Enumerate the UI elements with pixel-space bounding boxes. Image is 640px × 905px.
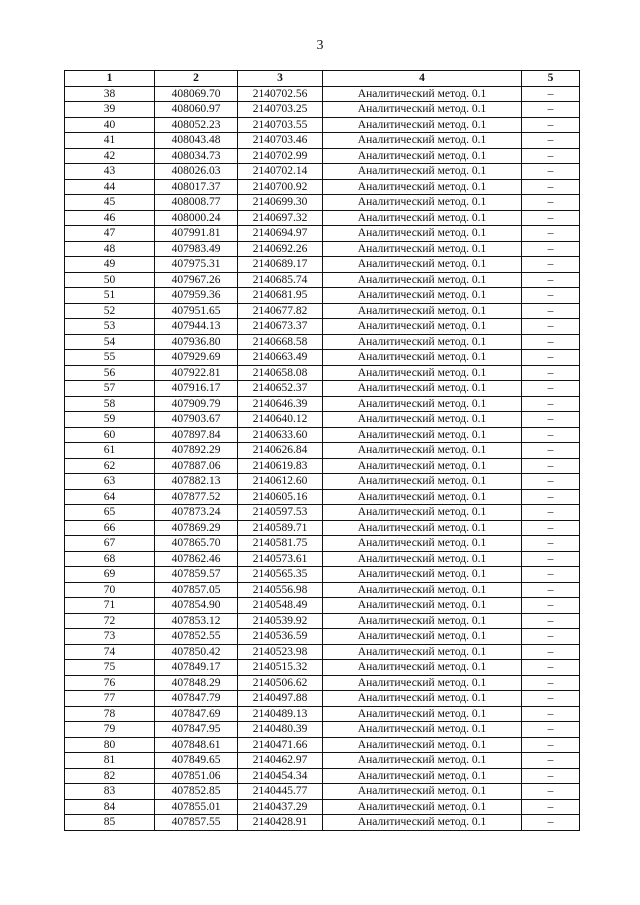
y-coordinate-cell: 2140556.98 (238, 582, 323, 598)
y-coordinate-cell: 2140489.13 (238, 706, 323, 722)
method-cell: Аналитический метод. 0.1 (323, 474, 522, 490)
y-coordinate-cell: 2140506.62 (238, 675, 323, 691)
table-row (65, 102, 580, 118)
method-cell: Аналитический метод. 0.1 (323, 148, 522, 164)
note-cell: – (522, 427, 580, 443)
y-coordinate-cell: 2140523.98 (238, 644, 323, 660)
method-cell: Аналитический метод. 0.1 (323, 567, 522, 583)
y-coordinate-cell: 2140681.95 (238, 288, 323, 304)
note-cell: – (522, 334, 580, 350)
x-coordinate-cell: 407855.01 (155, 799, 238, 815)
y-coordinate-cell: 2140646.39 (238, 396, 323, 412)
x-coordinate-cell: 407944.13 (155, 319, 238, 335)
note-cell: – (522, 551, 580, 567)
y-coordinate-cell: 2140702.14 (238, 164, 323, 180)
point-number-cell: 49 (65, 257, 155, 273)
table-row (65, 179, 580, 195)
y-coordinate-cell: 2140497.88 (238, 691, 323, 707)
y-coordinate-cell: 2140685.74 (238, 272, 323, 288)
note-cell: – (522, 443, 580, 459)
note-cell: – (522, 784, 580, 800)
x-coordinate-cell: 408043.48 (155, 133, 238, 149)
point-number-cell: 57 (65, 381, 155, 397)
x-coordinate-cell: 407936.80 (155, 334, 238, 350)
point-number-cell: 55 (65, 350, 155, 366)
table-row (65, 567, 580, 583)
note-cell: – (522, 691, 580, 707)
table-row (65, 551, 580, 567)
note-cell: – (522, 102, 580, 118)
table-row (65, 737, 580, 753)
x-coordinate-cell: 407975.31 (155, 257, 238, 273)
point-number-cell: 51 (65, 288, 155, 304)
table-row (65, 505, 580, 521)
point-number-cell: 74 (65, 644, 155, 660)
table-row (65, 396, 580, 412)
table-row (65, 148, 580, 164)
method-cell: Аналитический метод. 0.1 (323, 179, 522, 195)
method-cell: Аналитический метод. 0.1 (323, 675, 522, 691)
method-cell: Аналитический метод. 0.1 (323, 133, 522, 149)
note-cell: – (522, 381, 580, 397)
x-coordinate-cell: 408026.03 (155, 164, 238, 180)
method-cell: Аналитический метод. 0.1 (323, 412, 522, 428)
note-cell: – (522, 768, 580, 784)
note-cell: – (522, 799, 580, 815)
table-row (65, 427, 580, 443)
point-number-cell: 83 (65, 784, 155, 800)
note-cell: – (522, 210, 580, 226)
x-coordinate-cell: 407852.85 (155, 784, 238, 800)
point-number-cell: 80 (65, 737, 155, 753)
method-cell: Аналитический метод. 0.1 (323, 644, 522, 660)
point-number-cell: 58 (65, 396, 155, 412)
table-row (65, 133, 580, 149)
table-row (65, 691, 580, 707)
y-coordinate-cell: 2140619.83 (238, 458, 323, 474)
method-cell: Аналитический метод. 0.1 (323, 303, 522, 319)
x-coordinate-cell: 407903.67 (155, 412, 238, 428)
table-row (65, 598, 580, 614)
note-cell: – (522, 567, 580, 583)
point-number-cell: 84 (65, 799, 155, 815)
method-cell: Аналитический метод. 0.1 (323, 427, 522, 443)
table-row (65, 815, 580, 831)
x-coordinate-cell: 407851.06 (155, 768, 238, 784)
method-cell: Аналитический метод. 0.1 (323, 598, 522, 614)
x-coordinate-cell: 408060.97 (155, 102, 238, 118)
method-cell: Аналитический метод. 0.1 (323, 753, 522, 769)
point-number-cell: 52 (65, 303, 155, 319)
column-header-2: 2 (155, 71, 238, 87)
y-coordinate-cell: 2140689.17 (238, 257, 323, 273)
x-coordinate-cell: 407887.06 (155, 458, 238, 474)
y-coordinate-cell: 2140565.35 (238, 567, 323, 583)
note-cell: – (522, 350, 580, 366)
method-cell: Аналитический метод. 0.1 (323, 613, 522, 629)
table-row (65, 799, 580, 815)
y-coordinate-cell: 2140702.99 (238, 148, 323, 164)
note-cell: – (522, 520, 580, 536)
point-number-cell: 64 (65, 489, 155, 505)
table-row (65, 334, 580, 350)
table-row (65, 365, 580, 381)
x-coordinate-cell: 407869.29 (155, 520, 238, 536)
x-coordinate-cell: 407877.52 (155, 489, 238, 505)
point-number-cell: 76 (65, 675, 155, 691)
x-coordinate-cell: 407857.55 (155, 815, 238, 831)
note-cell: – (522, 660, 580, 676)
point-number-cell: 47 (65, 226, 155, 242)
x-coordinate-cell: 408069.70 (155, 86, 238, 102)
method-cell: Аналитический метод. 0.1 (323, 629, 522, 645)
table-row (65, 784, 580, 800)
x-coordinate-cell: 407951.65 (155, 303, 238, 319)
table-row (65, 210, 580, 226)
y-coordinate-cell: 2140536.59 (238, 629, 323, 645)
x-coordinate-cell: 407853.12 (155, 613, 238, 629)
point-number-cell: 69 (65, 567, 155, 583)
note-cell: – (522, 675, 580, 691)
x-coordinate-cell: 407916.17 (155, 381, 238, 397)
point-number-cell: 39 (65, 102, 155, 118)
note-cell: – (522, 412, 580, 428)
note-cell: – (522, 582, 580, 598)
point-number-cell: 60 (65, 427, 155, 443)
table-row (65, 520, 580, 536)
y-coordinate-cell: 2140597.53 (238, 505, 323, 521)
point-number-cell: 66 (65, 520, 155, 536)
x-coordinate-cell: 407848.61 (155, 737, 238, 753)
method-cell: Аналитический метод. 0.1 (323, 660, 522, 676)
note-cell: – (522, 613, 580, 629)
table-row (65, 381, 580, 397)
coordinates-table (64, 70, 580, 831)
table-row (65, 319, 580, 335)
note-cell: – (522, 257, 580, 273)
x-coordinate-cell: 407859.57 (155, 567, 238, 583)
method-cell: Аналитический метод. 0.1 (323, 536, 522, 552)
point-number-cell: 72 (65, 613, 155, 629)
method-cell: Аналитический метод. 0.1 (323, 815, 522, 831)
y-coordinate-cell: 2140673.37 (238, 319, 323, 335)
y-coordinate-cell: 2140589.71 (238, 520, 323, 536)
table-row (65, 458, 580, 474)
y-coordinate-cell: 2140581.75 (238, 536, 323, 552)
note-cell: – (522, 164, 580, 180)
point-number-cell: 56 (65, 365, 155, 381)
y-coordinate-cell: 2140703.25 (238, 102, 323, 118)
table-row (65, 350, 580, 366)
note-cell: – (522, 272, 580, 288)
point-number-cell: 73 (65, 629, 155, 645)
note-cell: – (522, 629, 580, 645)
note-cell: – (522, 505, 580, 521)
point-number-cell: 79 (65, 722, 155, 738)
y-coordinate-cell: 2140658.08 (238, 365, 323, 381)
note-cell: – (522, 86, 580, 102)
point-number-cell: 53 (65, 319, 155, 335)
method-cell: Аналитический метод. 0.1 (323, 582, 522, 598)
point-number-cell: 81 (65, 753, 155, 769)
table-header-row (65, 71, 580, 87)
note-cell: – (522, 458, 580, 474)
y-coordinate-cell: 2140697.32 (238, 210, 323, 226)
table-row (65, 613, 580, 629)
y-coordinate-cell: 2140633.60 (238, 427, 323, 443)
x-coordinate-cell: 407892.29 (155, 443, 238, 459)
method-cell: Аналитический метод. 0.1 (323, 195, 522, 211)
table-row (65, 644, 580, 660)
table-row (65, 117, 580, 133)
point-number-cell: 70 (65, 582, 155, 598)
x-coordinate-cell: 407847.79 (155, 691, 238, 707)
point-number-cell: 41 (65, 133, 155, 149)
table-row (65, 582, 580, 598)
method-cell: Аналитический метод. 0.1 (323, 350, 522, 366)
table-row (65, 86, 580, 102)
x-coordinate-cell: 407922.81 (155, 365, 238, 381)
method-cell: Аналитический метод. 0.1 (323, 365, 522, 381)
table-row (65, 489, 580, 505)
point-number-cell: 63 (65, 474, 155, 490)
note-cell: – (522, 815, 580, 831)
table-row (65, 474, 580, 490)
y-coordinate-cell: 2140539.92 (238, 613, 323, 629)
method-cell: Аналитический метод. 0.1 (323, 458, 522, 474)
y-coordinate-cell: 2140677.82 (238, 303, 323, 319)
point-number-cell: 43 (65, 164, 155, 180)
table-row (65, 675, 580, 691)
note-cell: – (522, 319, 580, 335)
y-coordinate-cell: 2140462.97 (238, 753, 323, 769)
x-coordinate-cell: 408034.73 (155, 148, 238, 164)
y-coordinate-cell: 2140445.77 (238, 784, 323, 800)
table-row (65, 753, 580, 769)
method-cell: Аналитический метод. 0.1 (323, 334, 522, 350)
method-cell: Аналитический метод. 0.1 (323, 691, 522, 707)
table-row (65, 303, 580, 319)
table-row (65, 768, 580, 784)
y-coordinate-cell: 2140699.30 (238, 195, 323, 211)
note-cell: – (522, 226, 580, 242)
note-cell: – (522, 288, 580, 304)
y-coordinate-cell: 2140605.16 (238, 489, 323, 505)
method-cell: Аналитический метод. 0.1 (323, 706, 522, 722)
point-number-cell: 42 (65, 148, 155, 164)
x-coordinate-cell: 407857.05 (155, 582, 238, 598)
table-row (65, 706, 580, 722)
method-cell: Аналитический метод. 0.1 (323, 722, 522, 738)
x-coordinate-cell: 407929.69 (155, 350, 238, 366)
y-coordinate-cell: 2140703.46 (238, 133, 323, 149)
table-row (65, 272, 580, 288)
x-coordinate-cell: 408052.23 (155, 117, 238, 133)
column-header-4: 4 (323, 71, 522, 87)
point-number-cell: 54 (65, 334, 155, 350)
method-cell: Аналитический метод. 0.1 (323, 551, 522, 567)
note-cell: – (522, 148, 580, 164)
note-cell: – (522, 474, 580, 490)
x-coordinate-cell: 408008.77 (155, 195, 238, 211)
method-cell: Аналитический метод. 0.1 (323, 102, 522, 118)
y-coordinate-cell: 2140515.32 (238, 660, 323, 676)
note-cell: – (522, 365, 580, 381)
table-body (65, 86, 580, 830)
point-number-cell: 78 (65, 706, 155, 722)
method-cell: Аналитический метод. 0.1 (323, 272, 522, 288)
x-coordinate-cell: 407849.65 (155, 753, 238, 769)
x-coordinate-cell: 407865.70 (155, 536, 238, 552)
y-coordinate-cell: 2140454.34 (238, 768, 323, 784)
note-cell: – (522, 195, 580, 211)
y-coordinate-cell: 2140428.91 (238, 815, 323, 831)
table-row (65, 241, 580, 257)
point-number-cell: 71 (65, 598, 155, 614)
column-header-3: 3 (238, 71, 323, 87)
table-row (65, 195, 580, 211)
y-coordinate-cell: 2140668.58 (238, 334, 323, 350)
method-cell: Аналитический метод. 0.1 (323, 799, 522, 815)
table-row (65, 288, 580, 304)
x-coordinate-cell: 407897.84 (155, 427, 238, 443)
note-cell: – (522, 489, 580, 505)
x-coordinate-cell: 407873.24 (155, 505, 238, 521)
method-cell: Аналитический метод. 0.1 (323, 257, 522, 273)
page-number: 3 (316, 38, 324, 53)
method-cell: Аналитический метод. 0.1 (323, 768, 522, 784)
y-coordinate-cell: 2140626.84 (238, 443, 323, 459)
x-coordinate-cell: 407848.29 (155, 675, 238, 691)
method-cell: Аналитический метод. 0.1 (323, 381, 522, 397)
note-cell: – (522, 179, 580, 195)
note-cell: – (522, 598, 580, 614)
x-coordinate-cell: 407850.42 (155, 644, 238, 660)
point-number-cell: 67 (65, 536, 155, 552)
method-cell: Аналитический метод. 0.1 (323, 505, 522, 521)
y-coordinate-cell: 2140652.37 (238, 381, 323, 397)
note-cell: – (522, 117, 580, 133)
x-coordinate-cell: 407959.36 (155, 288, 238, 304)
y-coordinate-cell: 2140700.92 (238, 179, 323, 195)
y-coordinate-cell: 2140692.26 (238, 241, 323, 257)
method-cell: Аналитический метод. 0.1 (323, 86, 522, 102)
point-number-cell: 68 (65, 551, 155, 567)
note-cell: – (522, 706, 580, 722)
method-cell: Аналитический метод. 0.1 (323, 164, 522, 180)
method-cell: Аналитический метод. 0.1 (323, 784, 522, 800)
x-coordinate-cell: 407909.79 (155, 396, 238, 412)
point-number-cell: 62 (65, 458, 155, 474)
table-row (65, 257, 580, 273)
method-cell: Аналитический метод. 0.1 (323, 443, 522, 459)
point-number-cell: 45 (65, 195, 155, 211)
x-coordinate-cell: 407862.46 (155, 551, 238, 567)
point-number-cell: 75 (65, 660, 155, 676)
table-row (65, 660, 580, 676)
note-cell: – (522, 644, 580, 660)
method-cell: Аналитический метод. 0.1 (323, 288, 522, 304)
y-coordinate-cell: 2140640.12 (238, 412, 323, 428)
table-row (65, 226, 580, 242)
y-coordinate-cell: 2140480.39 (238, 722, 323, 738)
method-cell: Аналитический метод. 0.1 (323, 226, 522, 242)
note-cell: – (522, 737, 580, 753)
x-coordinate-cell: 408000.24 (155, 210, 238, 226)
point-number-cell: 82 (65, 768, 155, 784)
x-coordinate-cell: 407852.55 (155, 629, 238, 645)
x-coordinate-cell: 407967.26 (155, 272, 238, 288)
note-cell: – (522, 241, 580, 257)
table-row (65, 443, 580, 459)
y-coordinate-cell: 2140702.56 (238, 86, 323, 102)
x-coordinate-cell: 408017.37 (155, 179, 238, 195)
y-coordinate-cell: 2140548.49 (238, 598, 323, 614)
table-row (65, 629, 580, 645)
point-number-cell: 40 (65, 117, 155, 133)
table-row (65, 536, 580, 552)
y-coordinate-cell: 2140437.29 (238, 799, 323, 815)
table-row (65, 164, 580, 180)
y-coordinate-cell: 2140663.49 (238, 350, 323, 366)
x-coordinate-cell: 407854.90 (155, 598, 238, 614)
x-coordinate-cell: 407849.17 (155, 660, 238, 676)
point-number-cell: 48 (65, 241, 155, 257)
table-row (65, 722, 580, 738)
method-cell: Аналитический метод. 0.1 (323, 737, 522, 753)
column-header-1: 1 (65, 71, 155, 87)
x-coordinate-cell: 407847.95 (155, 722, 238, 738)
note-cell: – (522, 753, 580, 769)
column-header-5: 5 (522, 71, 580, 87)
note-cell: – (522, 396, 580, 412)
method-cell: Аналитический метод. 0.1 (323, 520, 522, 536)
point-number-cell: 44 (65, 179, 155, 195)
method-cell: Аналитический метод. 0.1 (323, 489, 522, 505)
method-cell: Аналитический метод. 0.1 (323, 210, 522, 226)
point-number-cell: 77 (65, 691, 155, 707)
table-row (65, 412, 580, 428)
y-coordinate-cell: 2140612.60 (238, 474, 323, 490)
method-cell: Аналитический метод. 0.1 (323, 241, 522, 257)
y-coordinate-cell: 2140694.97 (238, 226, 323, 242)
point-number-cell: 38 (65, 86, 155, 102)
method-cell: Аналитический метод. 0.1 (323, 319, 522, 335)
note-cell: – (522, 722, 580, 738)
note-cell: – (522, 536, 580, 552)
point-number-cell: 50 (65, 272, 155, 288)
y-coordinate-cell: 2140471.66 (238, 737, 323, 753)
y-coordinate-cell: 2140703.55 (238, 117, 323, 133)
method-cell: Аналитический метод. 0.1 (323, 396, 522, 412)
point-number-cell: 61 (65, 443, 155, 459)
x-coordinate-cell: 407882.13 (155, 474, 238, 490)
point-number-cell: 65 (65, 505, 155, 521)
method-cell: Аналитический метод. 0.1 (323, 117, 522, 133)
note-cell: – (522, 133, 580, 149)
point-number-cell: 59 (65, 412, 155, 428)
x-coordinate-cell: 407847.69 (155, 706, 238, 722)
y-coordinate-cell: 2140573.61 (238, 551, 323, 567)
note-cell: – (522, 303, 580, 319)
x-coordinate-cell: 407983.49 (155, 241, 238, 257)
x-coordinate-cell: 407991.81 (155, 226, 238, 242)
point-number-cell: 46 (65, 210, 155, 226)
point-number-cell: 85 (65, 815, 155, 831)
